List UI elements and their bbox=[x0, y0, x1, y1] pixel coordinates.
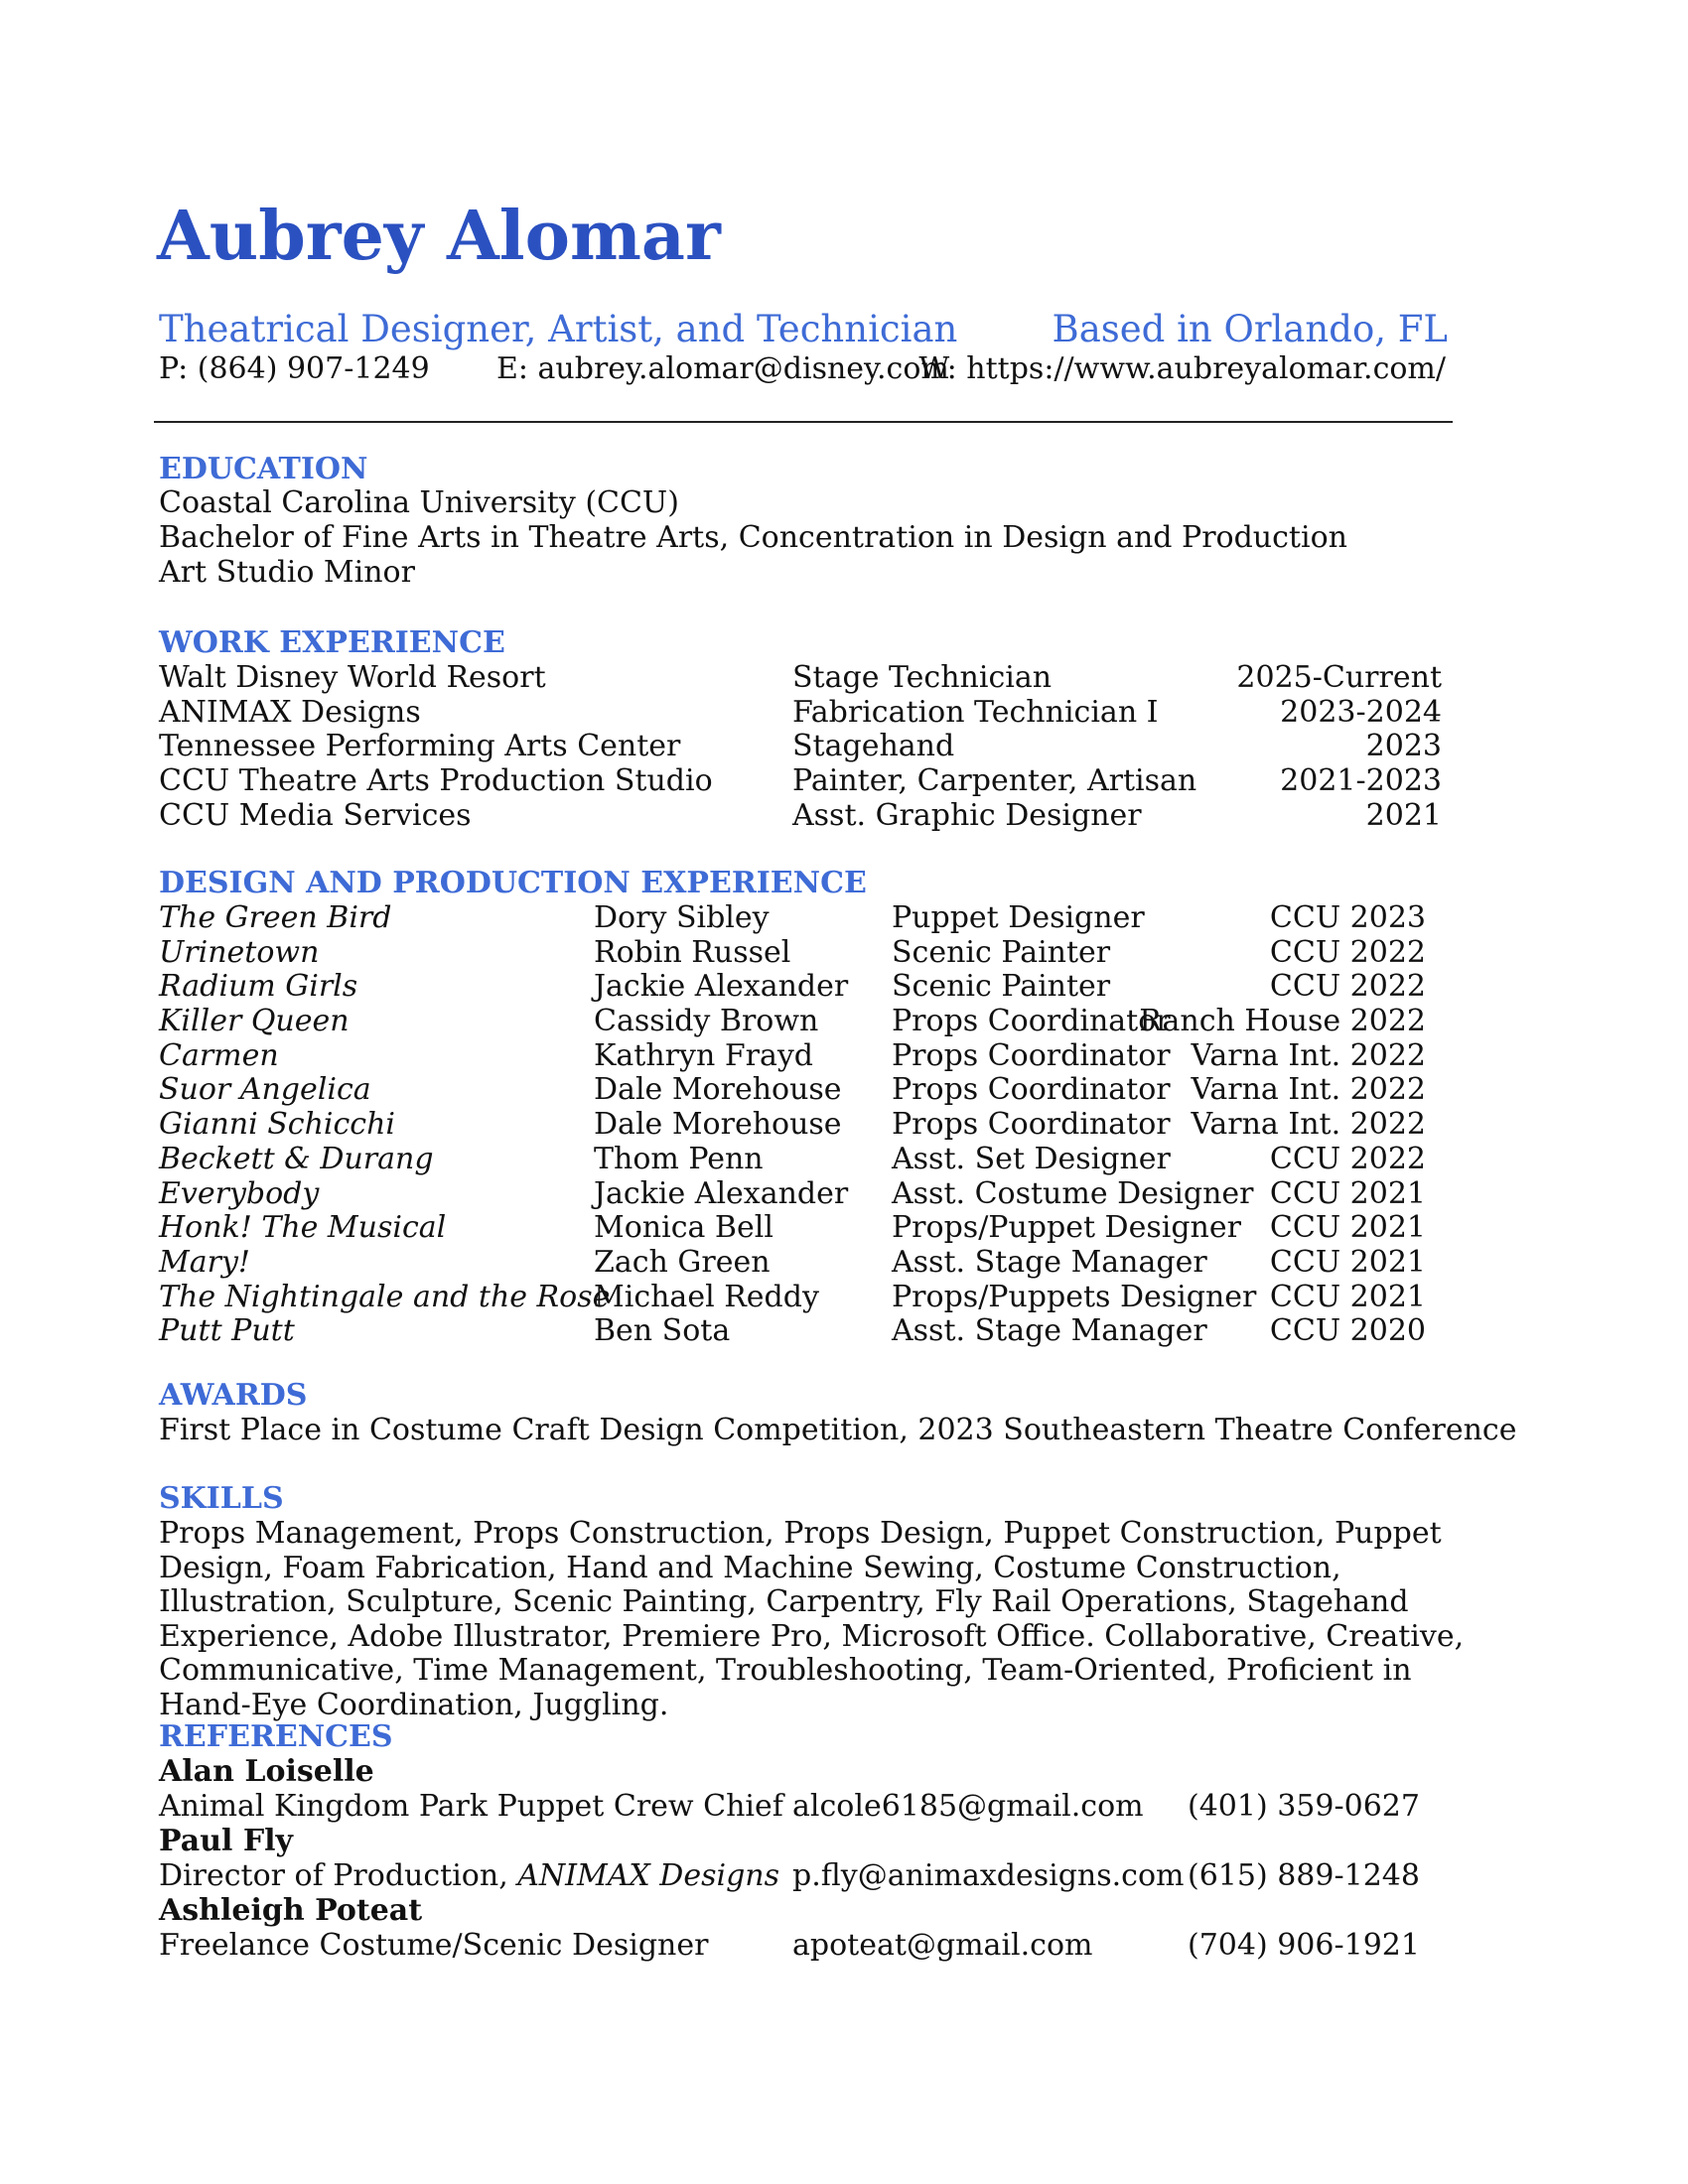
design-row bbox=[0, 970, 1688, 1005]
venue-year: CCU 2021 bbox=[1269, 1175, 1426, 1211]
design-row bbox=[0, 1039, 1688, 1074]
venue-year: CCU 2022 bbox=[1269, 1141, 1426, 1176]
design-role: Props/Puppet Designer bbox=[892, 1210, 1241, 1246]
design-row bbox=[0, 901, 1688, 936]
director: Thom Penn bbox=[594, 1141, 764, 1176]
design-role: Asst. Costume Designer bbox=[892, 1175, 1254, 1211]
show-title: The Green Bird bbox=[159, 900, 392, 935]
design-row bbox=[0, 1177, 1688, 1212]
header-divider bbox=[154, 421, 1453, 423]
reference-email: alcole6185@gmail.com bbox=[792, 1789, 1144, 1824]
design-role: Props Coordinator bbox=[892, 1037, 1171, 1073]
design-row bbox=[0, 1211, 1688, 1246]
show-title: Killer Queen bbox=[159, 1004, 350, 1039]
work-heading: WORK EXPERIENCE bbox=[159, 625, 505, 660]
contact-phone: P: (864) 907-1249 bbox=[159, 351, 430, 386]
skills-text: Props Management, Props Construction, Props Design, Puppet Construction, Puppet Design, Foam Fabrication, Hand and Machine Sewing, Costume Construction, Illustration, Sculpture, Scenic Painting, Carpentry, Fly Rail Operations, Stagehand Experience, Adobe Illustrator, Premiere Pro, Microsoft Office. Collaborative, Creative, Communicative, Time Management, Troubleshooting, Team-Oriented, Proficient in Hand-Eye Coordination, Juggling. bbox=[159, 1516, 1465, 1722]
education-degree: Bachelor of Fine Arts in Theatre Arts, Concentration in Design and Production bbox=[159, 520, 1347, 555]
director: Dale Morehouse bbox=[594, 1107, 842, 1143]
award-item: First Place in Costume Craft Design Competition, 2023 Southeastern Theatre Conference bbox=[159, 1413, 1517, 1447]
reference-entry bbox=[0, 1754, 1688, 1824]
reference-name: Ashleigh Poteat bbox=[159, 1893, 423, 1928]
work-years: 2025-Current bbox=[1236, 660, 1442, 695]
work-years: 2023 bbox=[1365, 729, 1442, 764]
education-minor: Art Studio Minor bbox=[159, 555, 415, 590]
work-list bbox=[0, 661, 1688, 833]
work-role: Fabrication Technician I bbox=[792, 694, 1159, 730]
show-title: Putt Putt bbox=[159, 1313, 295, 1349]
design-role: Asst. Stage Manager bbox=[892, 1244, 1207, 1280]
work-years: 2023-2024 bbox=[1280, 694, 1442, 730]
contact-website: W: https://www.aubreyalomar.com/ bbox=[918, 351, 1446, 386]
skills-heading: SKILLS bbox=[159, 1481, 284, 1516]
work-org: ANIMAX Designs bbox=[159, 694, 421, 730]
title-line bbox=[159, 306, 1448, 353]
venue-year: CCU 2021 bbox=[1269, 1244, 1426, 1280]
design-row bbox=[0, 1108, 1688, 1143]
director: Ben Sota bbox=[594, 1313, 731, 1349]
director: Kathryn Frayd bbox=[594, 1037, 814, 1073]
work-row bbox=[0, 661, 1688, 696]
work-role: Asst. Graphic Designer bbox=[792, 797, 1142, 833]
reference-entry bbox=[0, 1893, 1688, 1963]
design-role: Asst. Stage Manager bbox=[892, 1313, 1207, 1349]
reference-phone: (615) 889-1248 bbox=[1188, 1858, 1420, 1893]
work-role: Stage Technician bbox=[792, 660, 1053, 695]
director: Cassidy Brown bbox=[594, 1004, 819, 1039]
design-role: Scenic Painter bbox=[892, 934, 1111, 970]
design-row bbox=[0, 1314, 1688, 1349]
work-org: CCU Media Services bbox=[159, 797, 472, 833]
reference-title: Animal Kingdom Park Puppet Crew Chief bbox=[159, 1789, 783, 1824]
design-role: Props/Puppets Designer bbox=[892, 1279, 1257, 1314]
venue-year: CCU 2020 bbox=[1269, 1313, 1426, 1349]
venue-year: Ranch House 2022 bbox=[1139, 1004, 1426, 1039]
director: Robin Russel bbox=[594, 934, 791, 970]
show-title: Radium Girls bbox=[159, 969, 358, 1005]
work-years: 2021 bbox=[1365, 797, 1442, 833]
design-role: Asst. Set Designer bbox=[892, 1141, 1171, 1176]
awards-heading: AWARDS bbox=[159, 1378, 308, 1413]
reference-title: Freelance Costume/Scenic Designer bbox=[159, 1928, 709, 1963]
professional-tagline: Theatrical Designer, Artist, and Technician bbox=[159, 308, 958, 350]
design-role: Puppet Designer bbox=[892, 900, 1145, 935]
reference-title: Director of Production, ANIMAX Designs bbox=[159, 1858, 780, 1893]
show-title: Gianni Schicchi bbox=[159, 1107, 396, 1143]
design-row bbox=[0, 1073, 1688, 1108]
show-title: Suor Angelica bbox=[159, 1072, 371, 1108]
reference-name: Paul Fly bbox=[159, 1824, 293, 1858]
references-heading: REFERENCES bbox=[159, 1719, 393, 1754]
education-school: Coastal Carolina University (CCU) bbox=[159, 485, 679, 520]
show-title: Beckett & Durang bbox=[159, 1141, 434, 1176]
director: Dory Sibley bbox=[594, 900, 770, 935]
director: Monica Bell bbox=[594, 1210, 774, 1246]
work-org: CCU Theatre Arts Production Studio bbox=[159, 763, 713, 799]
design-role: Scenic Painter bbox=[892, 969, 1111, 1005]
work-role: Stagehand bbox=[792, 729, 955, 764]
design-row bbox=[0, 1246, 1688, 1281]
venue-year: Varna Int. 2022 bbox=[1191, 1037, 1426, 1073]
candidate-name: Aubrey Alomar bbox=[157, 197, 721, 276]
director: Dale Morehouse bbox=[594, 1072, 842, 1108]
design-row bbox=[0, 1143, 1688, 1177]
location: Based in Orlando, FL bbox=[1052, 308, 1448, 350]
director: Michael Reddy bbox=[594, 1279, 819, 1314]
director: Jackie Alexander bbox=[594, 1175, 849, 1211]
reference-phone: (401) 359-0627 bbox=[1188, 1789, 1420, 1824]
contact-email: E: aubrey.alomar@disney.com bbox=[496, 351, 949, 386]
design-row bbox=[0, 1281, 1688, 1315]
design-list bbox=[0, 901, 1688, 1349]
work-row bbox=[0, 696, 1688, 731]
design-heading: DESIGN AND PRODUCTION EXPERIENCE bbox=[159, 866, 867, 900]
reference-phone: (704) 906-1921 bbox=[1188, 1928, 1420, 1963]
show-title: Honk! The Musical bbox=[159, 1210, 447, 1246]
design-row bbox=[0, 936, 1688, 971]
venue-year: CCU 2023 bbox=[1269, 900, 1426, 935]
venue-year: CCU 2022 bbox=[1269, 969, 1426, 1005]
reference-email: apoteat@gmail.com bbox=[792, 1928, 1093, 1963]
design-role: Props Coordinator bbox=[892, 1072, 1171, 1108]
show-title: Everybody bbox=[159, 1175, 320, 1211]
reference-entry bbox=[0, 1824, 1688, 1893]
design-role: Props Coordinator bbox=[892, 1004, 1171, 1039]
show-title: Mary! bbox=[159, 1244, 250, 1280]
design-role: Props Coordinator bbox=[892, 1107, 1171, 1143]
show-title: The Nightingale and the Rose bbox=[159, 1279, 611, 1314]
education-heading: EDUCATION bbox=[159, 452, 368, 486]
show-title: Carmen bbox=[159, 1037, 279, 1073]
venue-year: CCU 2022 bbox=[1269, 934, 1426, 970]
reference-name: Alan Loiselle bbox=[159, 1754, 374, 1789]
show-title: Urinetown bbox=[159, 934, 320, 970]
venue-year: Varna Int. 2022 bbox=[1191, 1107, 1426, 1143]
reference-email: p.fly@animaxdesigns.com bbox=[792, 1858, 1185, 1893]
design-row bbox=[0, 1005, 1688, 1039]
work-role: Painter, Carpenter, Artisan bbox=[792, 763, 1197, 799]
work-row bbox=[0, 799, 1688, 834]
work-row bbox=[0, 764, 1688, 799]
work-years: 2021-2023 bbox=[1280, 763, 1442, 799]
director: Zach Green bbox=[594, 1244, 771, 1280]
venue-year: Varna Int. 2022 bbox=[1191, 1072, 1426, 1108]
director: Jackie Alexander bbox=[594, 969, 849, 1005]
venue-year: CCU 2021 bbox=[1269, 1279, 1426, 1314]
venue-year: CCU 2021 bbox=[1269, 1210, 1426, 1246]
work-org: Tennessee Performing Arts Center bbox=[159, 729, 681, 764]
work-org: Walt Disney World Resort bbox=[159, 660, 546, 695]
work-row bbox=[0, 730, 1688, 764]
